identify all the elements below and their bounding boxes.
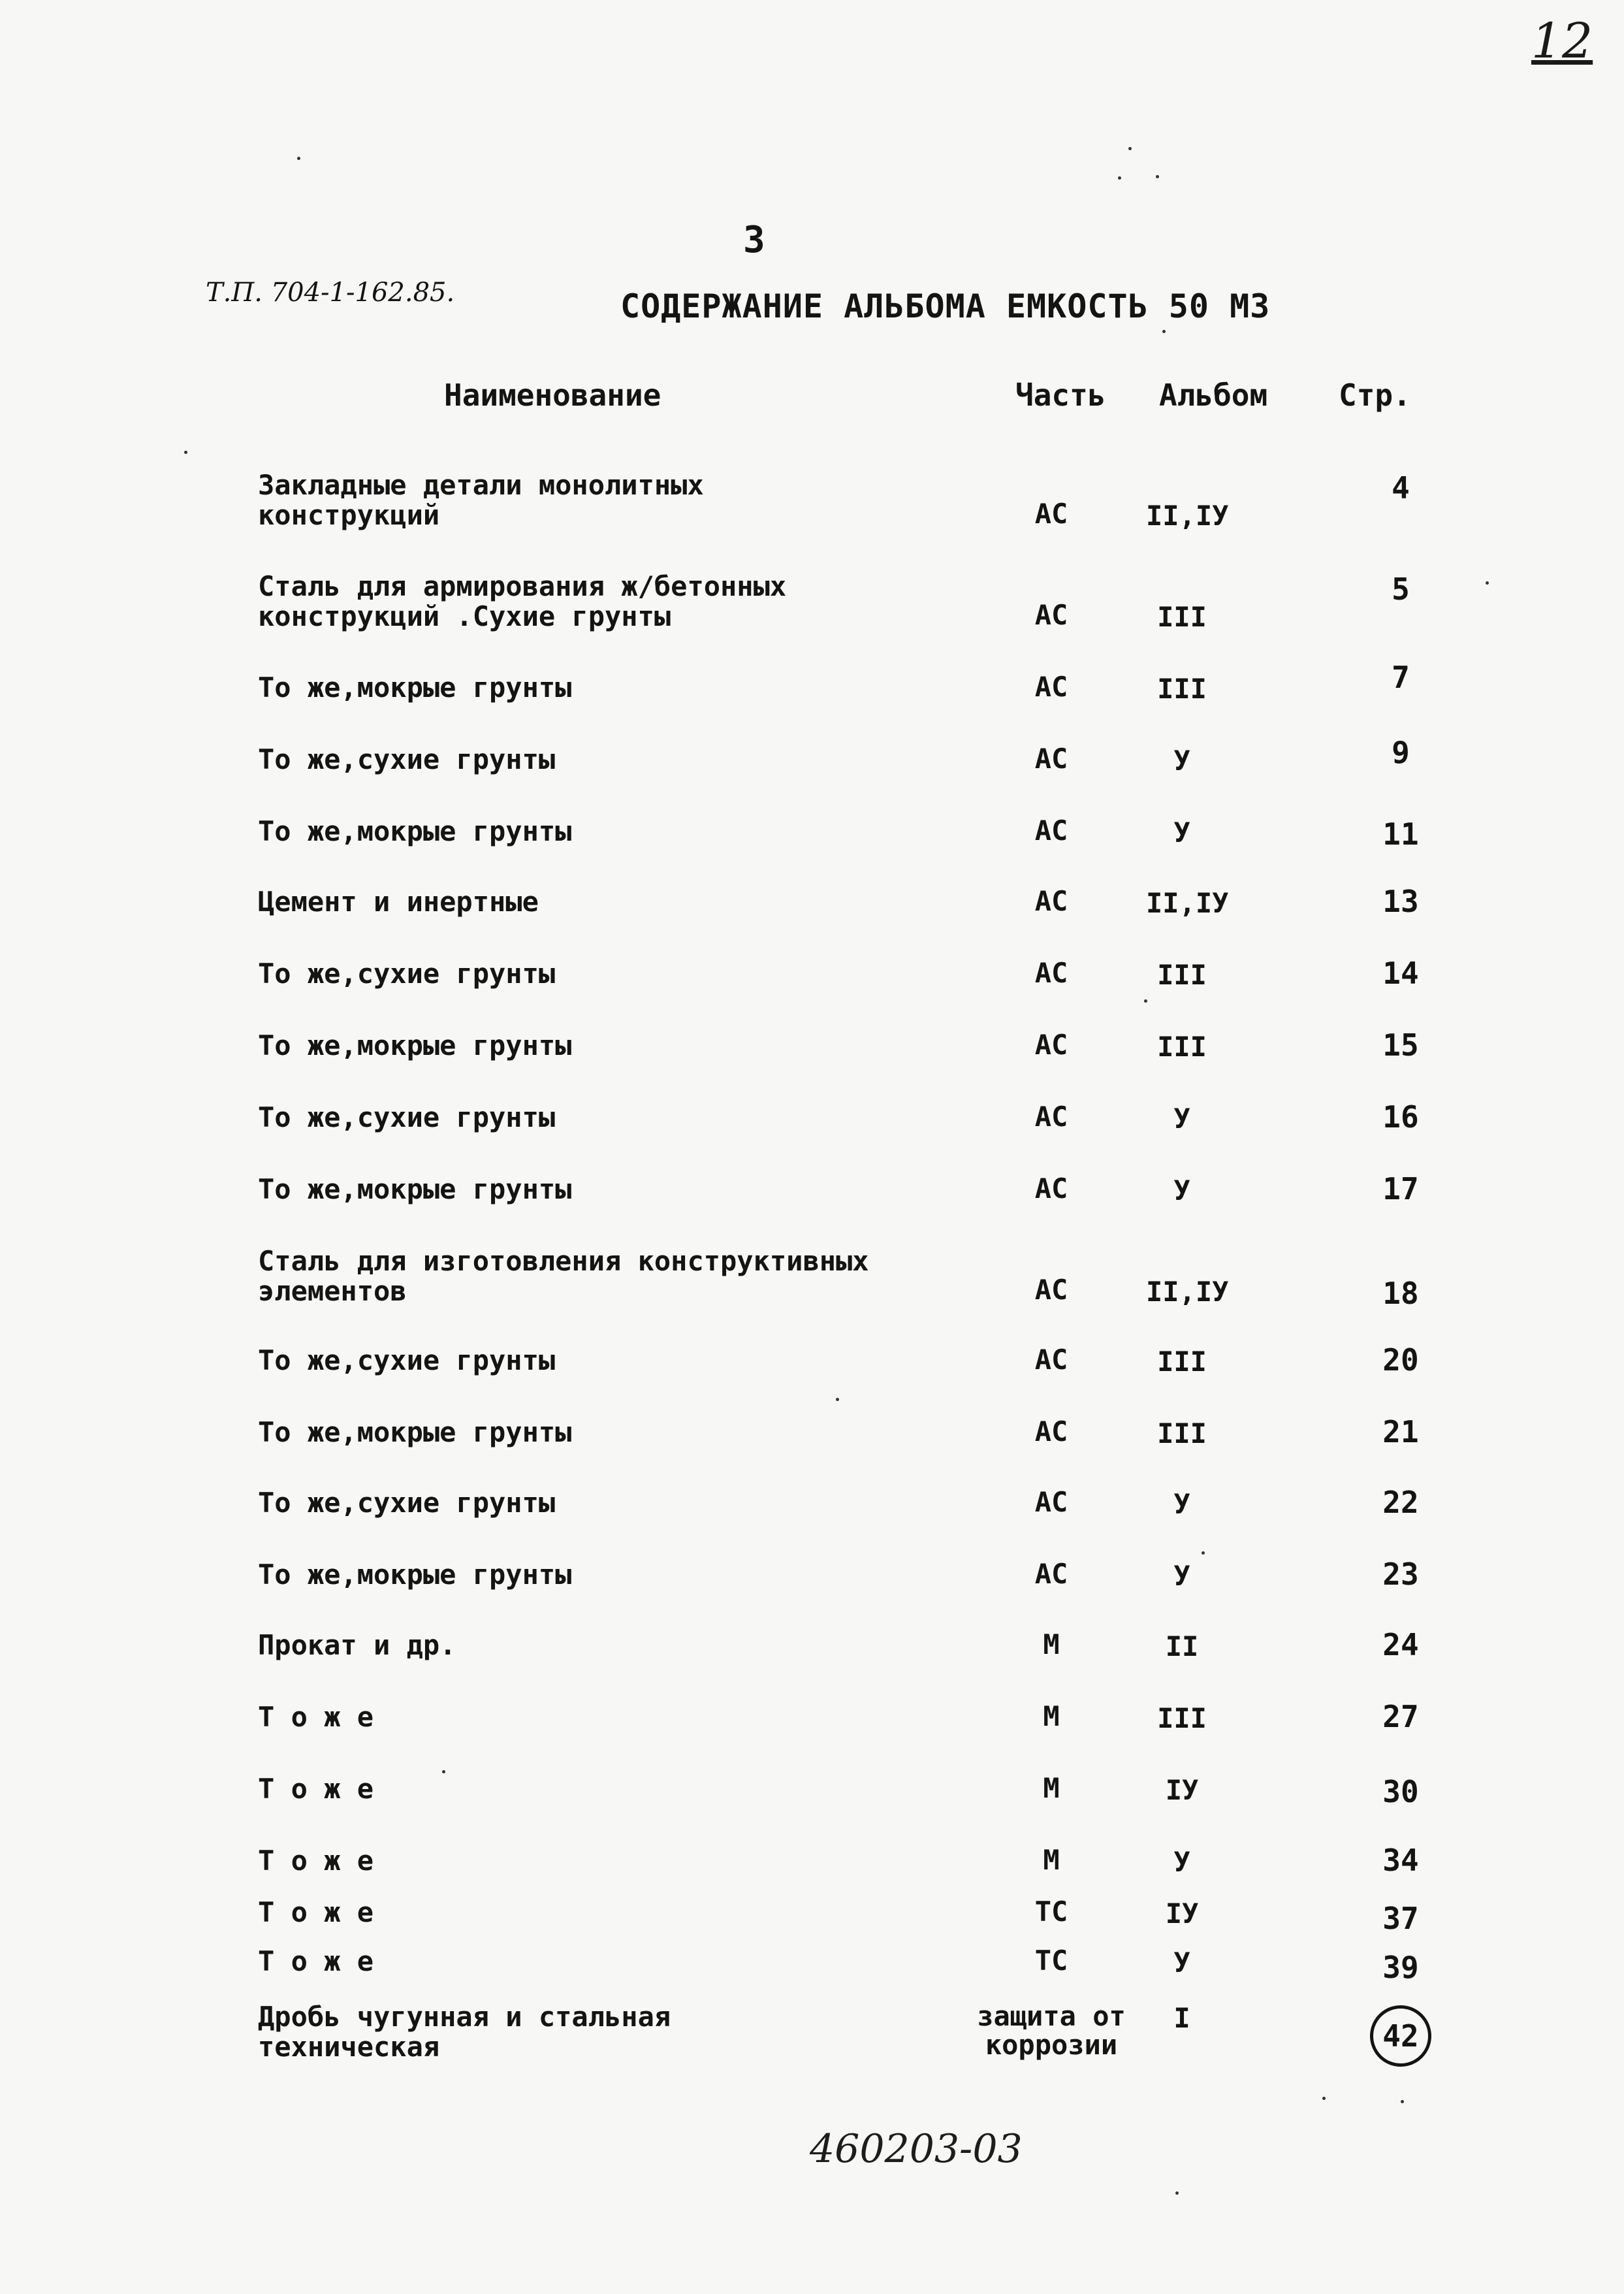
row-name: Дробь чугунная и стальная техническая	[258, 2001, 671, 2063]
row-part: АС	[1034, 815, 1068, 847]
row-part: АС	[1034, 1415, 1068, 1447]
table-row	[0, 1245, 1624, 1311]
row-page: 30	[1382, 1774, 1419, 1809]
header-name: Наименование	[444, 378, 661, 413]
table-row	[0, 570, 1624, 633]
page-title: СОДЕРЖАНИЕ АЛЬБОМА ЕМКОСТЬ 50 М3	[620, 287, 1271, 325]
row-page: 39	[1382, 1950, 1419, 1985]
table-row	[0, 816, 1624, 875]
table-row	[0, 1099, 1624, 1161]
row-name: Т о ж е	[258, 1845, 374, 1877]
header-album: Альбом	[1159, 378, 1268, 413]
table-row	[0, 1171, 1624, 1233]
table-row	[0, 1342, 1624, 1404]
row-part: ТС	[1034, 1896, 1068, 1928]
scan-speck	[1202, 1551, 1205, 1555]
row-page: 5	[1392, 572, 1410, 607]
row-page: 34	[1382, 1843, 1419, 1878]
scan-speck	[1162, 330, 1166, 333]
scan-speck	[1128, 147, 1132, 150]
row-part: АС	[1034, 1558, 1068, 1590]
row-page: 16	[1382, 1099, 1419, 1135]
row-page: 13	[1382, 884, 1419, 919]
row-part: АС	[1034, 1344, 1068, 1376]
table-row	[0, 2002, 1624, 2061]
row-part: АС	[1034, 671, 1068, 703]
row-album: У	[1173, 1174, 1190, 1206]
header-page: Стр.	[1339, 378, 1411, 413]
row-name: Т о ж е	[258, 1701, 374, 1733]
row-part: АС	[1034, 743, 1068, 775]
table-row	[0, 1414, 1624, 1476]
row-album: III	[1157, 1031, 1207, 1063]
row-album: III	[1157, 1346, 1207, 1378]
row-part: АС	[1034, 1029, 1068, 1061]
scan-speck	[1401, 2100, 1404, 2103]
table-row	[0, 1699, 1624, 1761]
row-name: То же,мокрые грунты	[258, 1173, 572, 1205]
scan-speck	[1156, 175, 1159, 178]
row-album: II	[1165, 1630, 1199, 1662]
row-name: Прокат и др.	[258, 1629, 456, 1661]
row-name: То же,мокрые грунты	[258, 671, 572, 703]
scan-speck	[1118, 176, 1121, 180]
row-name: То же,мокрые грунты	[258, 815, 572, 847]
row-part: АС	[1034, 957, 1068, 989]
row-name: Цемент и инертные	[258, 886, 539, 918]
row-page: 7	[1392, 660, 1410, 695]
row-name: То же,мокрые грунты	[258, 1029, 572, 1061]
row-page: 9	[1392, 735, 1410, 770]
archive-number: 460203-03	[810, 2126, 1023, 2172]
row-page: 37	[1382, 1901, 1419, 1936]
table-row	[0, 1843, 1624, 1905]
header-part: Часть	[1015, 378, 1106, 413]
table-row	[0, 1774, 1624, 1833]
table-row	[0, 1027, 1624, 1090]
scan-speck	[1175, 2191, 1179, 2195]
table-row	[0, 735, 1624, 803]
row-page: 21	[1382, 1414, 1419, 1449]
row-album: У	[1173, 1488, 1190, 1520]
row-part: АС	[1034, 1486, 1068, 1518]
table-row	[0, 884, 1624, 946]
row-part: АС	[1034, 1101, 1068, 1133]
row-name: То же,сухие грунты	[258, 1101, 556, 1133]
scan-speck	[1486, 581, 1489, 585]
row-name: Закладные детали монолитных конструкций	[258, 469, 704, 531]
row-page: 14	[1382, 956, 1419, 991]
row-album: III	[1157, 673, 1207, 705]
scan-speck	[1322, 2097, 1326, 2100]
row-part: М	[1043, 1700, 1060, 1732]
row-name: Сталь для армирования ж/бетонных конструкций .Сухие грунты	[258, 570, 787, 632]
scan-speck	[836, 1398, 839, 1401]
table-row	[0, 1557, 1624, 1619]
row-part: М	[1043, 1628, 1060, 1660]
row-album: III	[1157, 601, 1207, 633]
row-album: II,IУ	[1146, 500, 1229, 532]
table-row	[0, 1485, 1624, 1547]
row-page: 22	[1382, 1485, 1419, 1520]
row-album: III	[1157, 1417, 1207, 1449]
row-page: 15	[1382, 1027, 1419, 1063]
row-part: АС	[1034, 1172, 1068, 1204]
row-page: 24	[1382, 1627, 1419, 1662]
row-album: У	[1173, 816, 1190, 848]
sheet-number: 12	[1531, 13, 1593, 69]
row-name: Т о ж е	[258, 1773, 374, 1805]
row-album: II,IУ	[1146, 887, 1229, 919]
row-name: То же,сухие грунты	[258, 1344, 556, 1376]
row-name: То же,сухие грунты	[258, 1487, 556, 1519]
row-part: М	[1043, 1772, 1060, 1804]
row-name: То же,сухие грунты	[258, 958, 556, 990]
row-page: 20	[1382, 1342, 1419, 1378]
row-album: У	[1173, 1103, 1190, 1135]
row-page-circled: 42	[1370, 2005, 1431, 2067]
row-album: У	[1173, 1846, 1190, 1878]
row-page: 17	[1382, 1171, 1419, 1206]
row-album: III	[1157, 959, 1207, 991]
row-album: I	[1173, 2002, 1190, 2034]
page-number: 3	[743, 219, 765, 261]
row-album: IУ	[1165, 1774, 1199, 1806]
scan-speck	[184, 451, 187, 454]
table-row	[0, 469, 1624, 532]
row-part: ТС	[1034, 1945, 1068, 1977]
row-page: 4	[1392, 470, 1410, 506]
table-row	[0, 956, 1624, 1018]
row-album: III	[1157, 1702, 1207, 1734]
row-name: Сталь для изготовления конструктивных элементов	[258, 1245, 869, 1307]
row-part: АС	[1034, 1274, 1068, 1306]
row-name: Т о ж е	[258, 1945, 374, 1977]
document-code: Т.П. 704-1-162.85.	[206, 278, 455, 308]
table-row	[0, 1947, 1624, 2005]
row-name: То же,сухие грунты	[258, 743, 556, 775]
row-part: М	[1043, 1844, 1060, 1876]
row-part: защита от коррозии	[977, 2000, 1126, 2061]
row-page: 23	[1382, 1557, 1419, 1592]
row-name: То же,мокрые грунты	[258, 1559, 572, 1591]
scan-speck	[1144, 999, 1147, 1003]
row-name: То же,мокрые грунты	[258, 1416, 572, 1448]
row-album: У	[1173, 1947, 1190, 1979]
row-part: АС	[1034, 599, 1068, 631]
row-album: IУ	[1165, 1898, 1199, 1930]
row-page: 18	[1382, 1276, 1419, 1311]
table-row	[0, 660, 1624, 732]
scan-speck	[442, 1770, 445, 1773]
row-page: 11	[1382, 816, 1419, 852]
row-album: У	[1173, 1560, 1190, 1592]
row-part: АС	[1034, 498, 1068, 530]
scan-speck	[297, 157, 300, 160]
table-row	[0, 1627, 1624, 1689]
row-album: У	[1173, 745, 1190, 777]
row-album: II,IУ	[1146, 1276, 1229, 1308]
row-name: Т о ж е	[258, 1896, 374, 1928]
row-page: 27	[1382, 1699, 1419, 1734]
row-part: АС	[1034, 885, 1068, 917]
